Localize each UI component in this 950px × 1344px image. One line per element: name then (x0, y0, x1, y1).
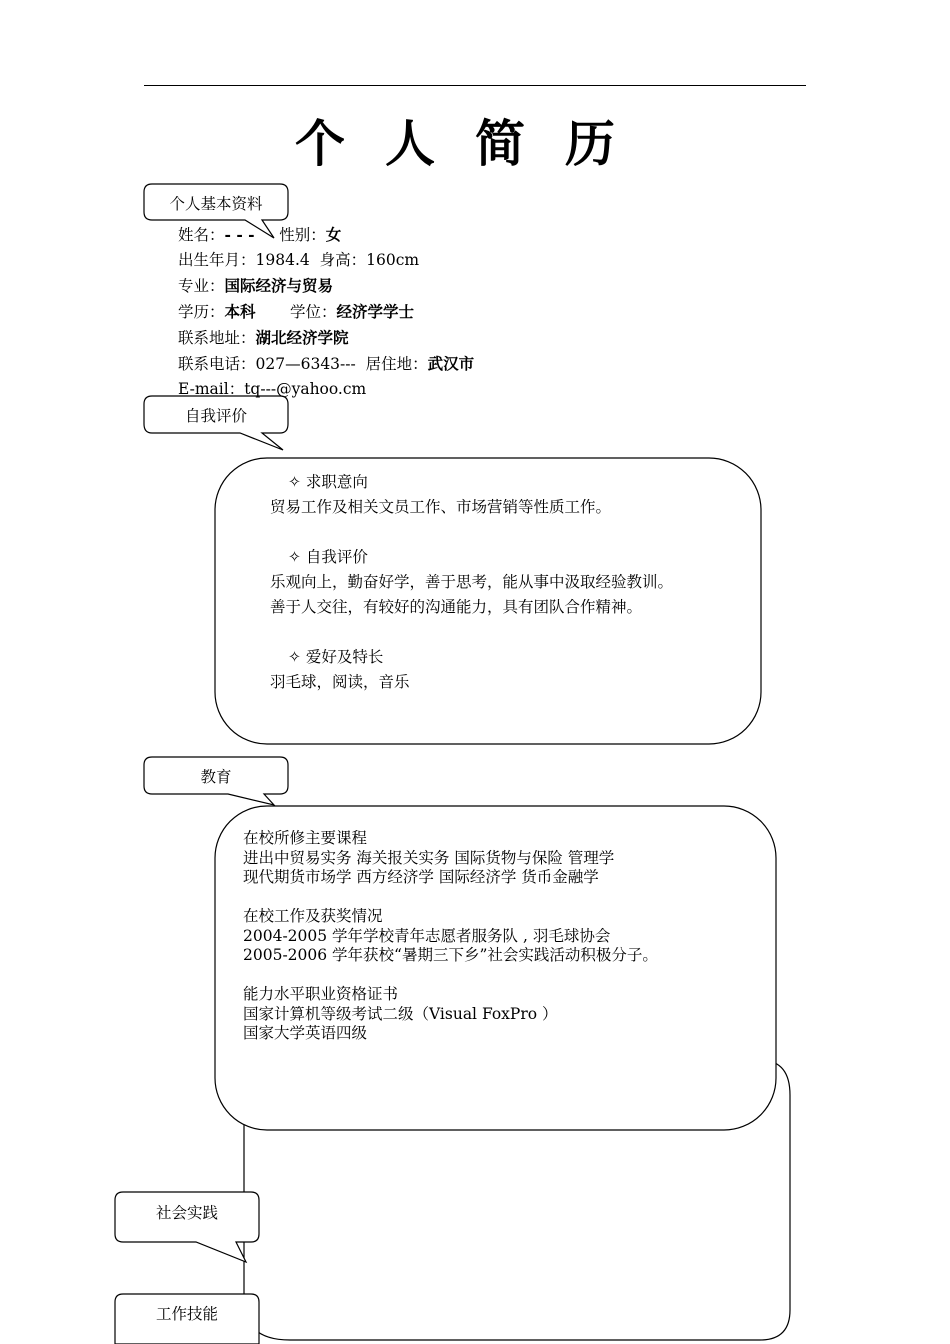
phone-value: 027—6343--- (255, 355, 356, 373)
self-eval-content (270, 470, 673, 695)
gender-value: 女 (325, 225, 342, 244)
cert-line-2: 国家大学英语四级 (243, 1024, 368, 1042)
courses-heading: 在校所修主要课程 (243, 829, 368, 847)
major-row (178, 273, 474, 299)
email-label: E-mail： (178, 380, 245, 398)
degree-label: 学位： (290, 303, 337, 321)
major-value: 国际经济与贸易 (224, 276, 334, 295)
self-heading: ✧ 自我评价 (288, 548, 368, 566)
residence-label: 居住地： (365, 355, 428, 373)
address-value: 湖北经济学院 (255, 328, 349, 347)
height-label: 身高： (319, 251, 367, 269)
courses-line-2: 现代期货市场学 西方经济学 国际经济学 货币金融学 (243, 868, 599, 886)
phone-row (178, 351, 474, 377)
spacer (270, 520, 673, 545)
hobby-heading: ✧ 爱好及特长 (288, 648, 384, 666)
education-content (243, 829, 658, 1044)
callout-practice-label: 社会实践 (155, 1204, 218, 1222)
self-line-1: 乐观向上，勤奋好学，善于思考，能从事中汲取经验教训。 (270, 573, 674, 591)
birth-height-row (178, 248, 474, 273)
edu-value: 本科 (224, 302, 256, 321)
birth-label: 出生年月： (178, 251, 256, 269)
callout-basic-label: 个人基本资料 (169, 195, 263, 213)
callout-education-label: 教育 (200, 768, 232, 786)
residence-value: 武汉市 (427, 354, 475, 373)
spacer (243, 966, 658, 986)
top-rule (144, 85, 806, 86)
callout-skills-label: 工作技能 (155, 1305, 218, 1323)
email-value: tq---@yahoo.cm (244, 380, 367, 398)
self-line-2: 善于人交往，有较好的沟通能力，具有团队合作精神。 (270, 598, 643, 616)
name-value: - - - (224, 225, 255, 244)
awards-heading: 在校工作及获奖情况 (243, 907, 383, 925)
edu-label: 学历： (178, 303, 225, 321)
name-gender-row (178, 222, 474, 248)
awards-line-1: 2004-2005 学年学校青年志愿者服务队 , 羽毛球协会 (243, 926, 611, 945)
email-row (178, 377, 474, 402)
address-label: 联系地址： (178, 329, 256, 347)
name-label: 姓名： (178, 226, 225, 244)
gender-label: 性别： (279, 226, 326, 244)
cert-line-1: 国家计算机等级考试二级（Visual FoxPro ） (243, 1004, 558, 1023)
awards-line-2: 2005-2006 学年获校“暑期三下乡”社会实践活动积极分子。 (243, 946, 658, 964)
hobby-text: 羽毛球，阅读，音乐 (270, 673, 410, 691)
degree-value: 经济学学士 (336, 302, 415, 321)
page-title: 个人简历 (295, 115, 655, 173)
height-value: 160cm (366, 251, 420, 269)
spacer (243, 888, 658, 908)
basic-info (178, 222, 474, 402)
major-label: 专业： (178, 277, 225, 295)
address-row (178, 325, 474, 351)
spacer (270, 620, 673, 645)
job-heading: ✧ 求职意向 (288, 473, 368, 491)
cert-heading: 能力水平职业资格证书 (243, 985, 399, 1003)
courses-line-1: 进出中贸易实务 海关报关实务 国际货物与保险 管理学 (243, 848, 615, 867)
callout-self-label: 自我评价 (184, 407, 247, 425)
birth-value: 1984.4 (255, 251, 310, 269)
job-text: 贸易工作及相关文员工作、市场营销等性质工作。 (270, 498, 612, 516)
phone-label: 联系电话： (178, 355, 256, 373)
edu-degree-row (178, 299, 474, 325)
